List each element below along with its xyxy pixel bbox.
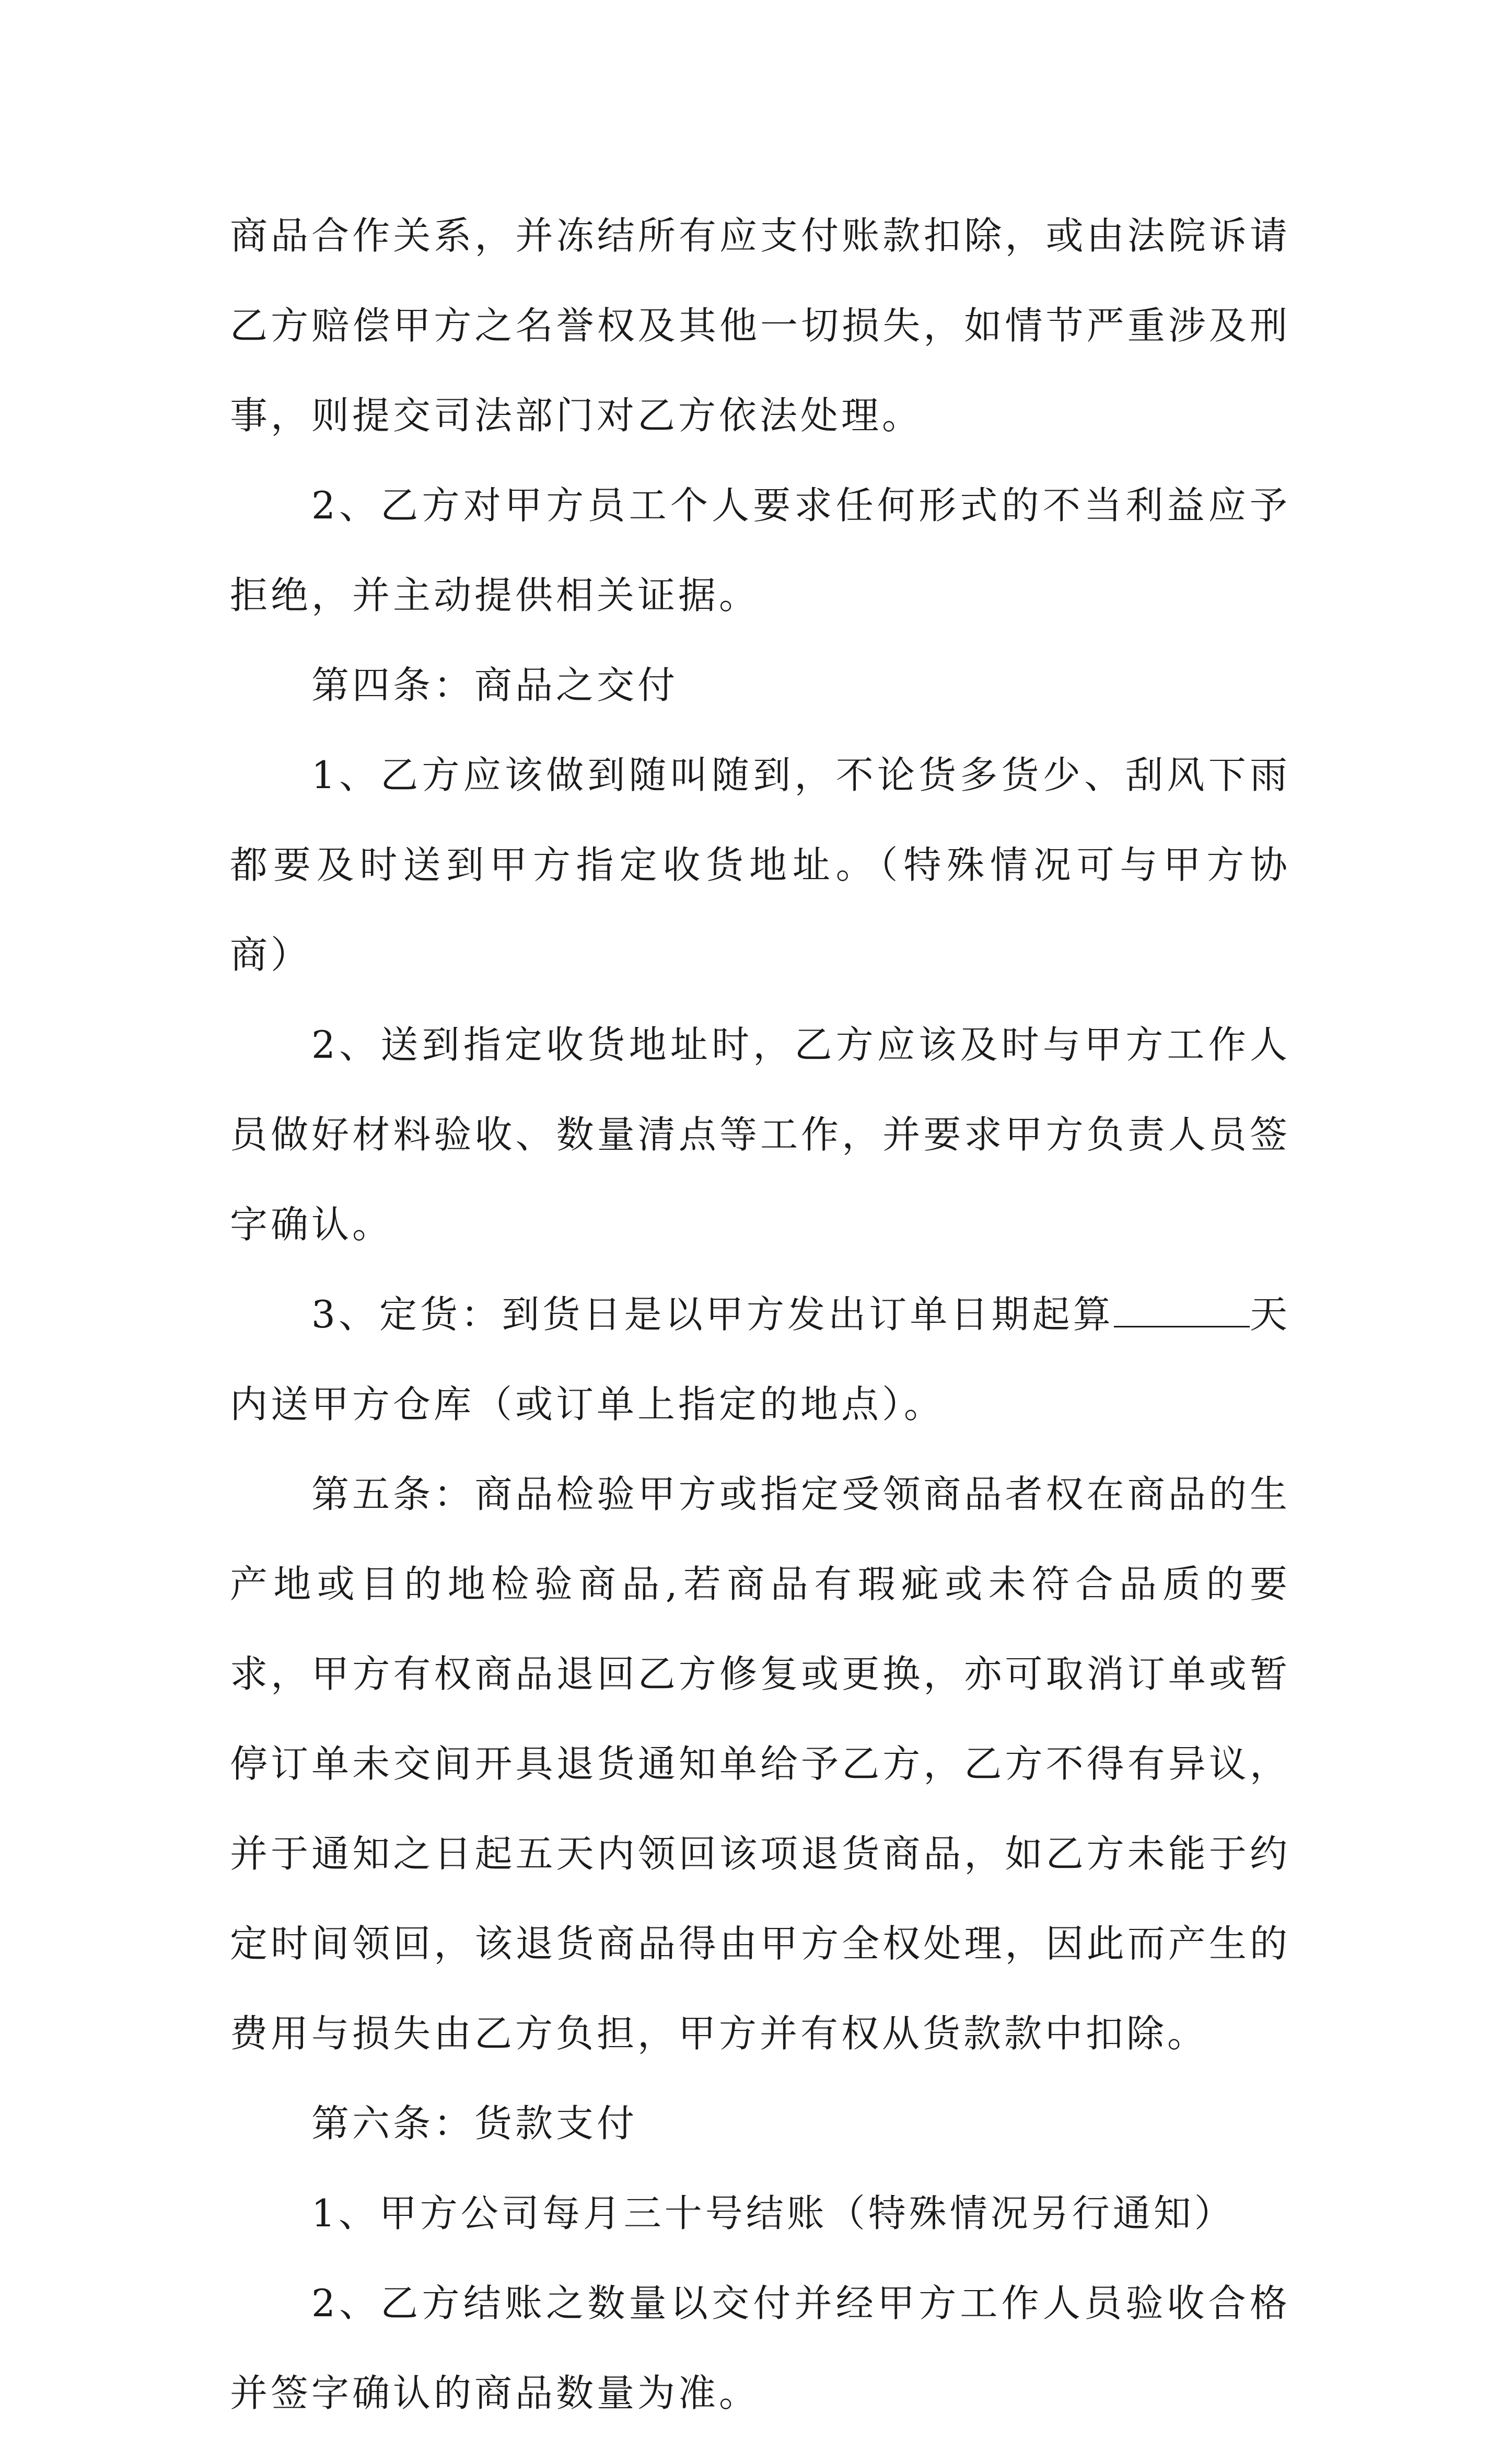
paragraph-clause-6-2: 2、乙方结账之数量以交付并经甲方工作人员验收合格并签字确认的商品数量为准。 [230,2281,1290,2415]
section-heading-article-6: 第六条：货款支付 [311,2101,638,2145]
fill-in-blank-days [1114,1295,1250,1327]
paragraph-clause-4-3 [230,1269,1290,1449]
section-heading-article-4: 第四条：商品之交付 [311,663,679,707]
clause-4-3-text-before: 3、定货：到货日是以甲方发出订单日期起算 [311,1292,1114,1336]
paragraph-clause-4-2: 2、送到指定收货地址时，乙方应该及时与甲方工作人员做好材料验收、数量清点等工作，并要求甲方负责人员签字确认。 [230,1023,1290,1246]
clause-4-3-text-after: 天内送甲方仓库（或订单上指定的地点）。 [230,1292,1290,1426]
document-body [230,191,1290,2438]
paragraph-clause-4-1: 1、乙方应该做到随叫随到，不论货多货少、刮风下雨都要及时送到甲方指定收货地址。（特殊情况可与甲方协商） [230,753,1290,977]
paragraph-article-5: 第五条：商品检验甲方或指定受领商品者权在商品的生产地或目的地检验商品,若商品有瑕疵或未符合品质的要求，甲方有权商品退回乙方修复或更换，亦可取消订单或暂停订单未交间开具退货通知单给予乙方，乙方不得有异议，并于通知之日起五天内领回该项退货商品，如乙方未能于约定时间领回，该退货商品得由甲方全权处理，因此而产生的费用与损失由乙方负担，甲方并有权从货款款中扣除。 [230,1472,1290,2055]
paragraph-clause-6-1: 1、甲方公司每月三十号结账（特殊情况另行通知） [311,2191,1235,2235]
paragraph-continuation: 商品合作关系，并冻结所有应支付账款扣除，或由法院诉请乙方赔偿甲方之名誉权及其他一切损失，如情节严重涉及刑事，则提交司法部门对乙方依法处理。 [230,214,1290,437]
paragraph-clause-3-2: 2、乙方对甲方员工个人要求任何形式的不当利益应予拒绝，并主动提供相关证据。 [230,483,1290,617]
